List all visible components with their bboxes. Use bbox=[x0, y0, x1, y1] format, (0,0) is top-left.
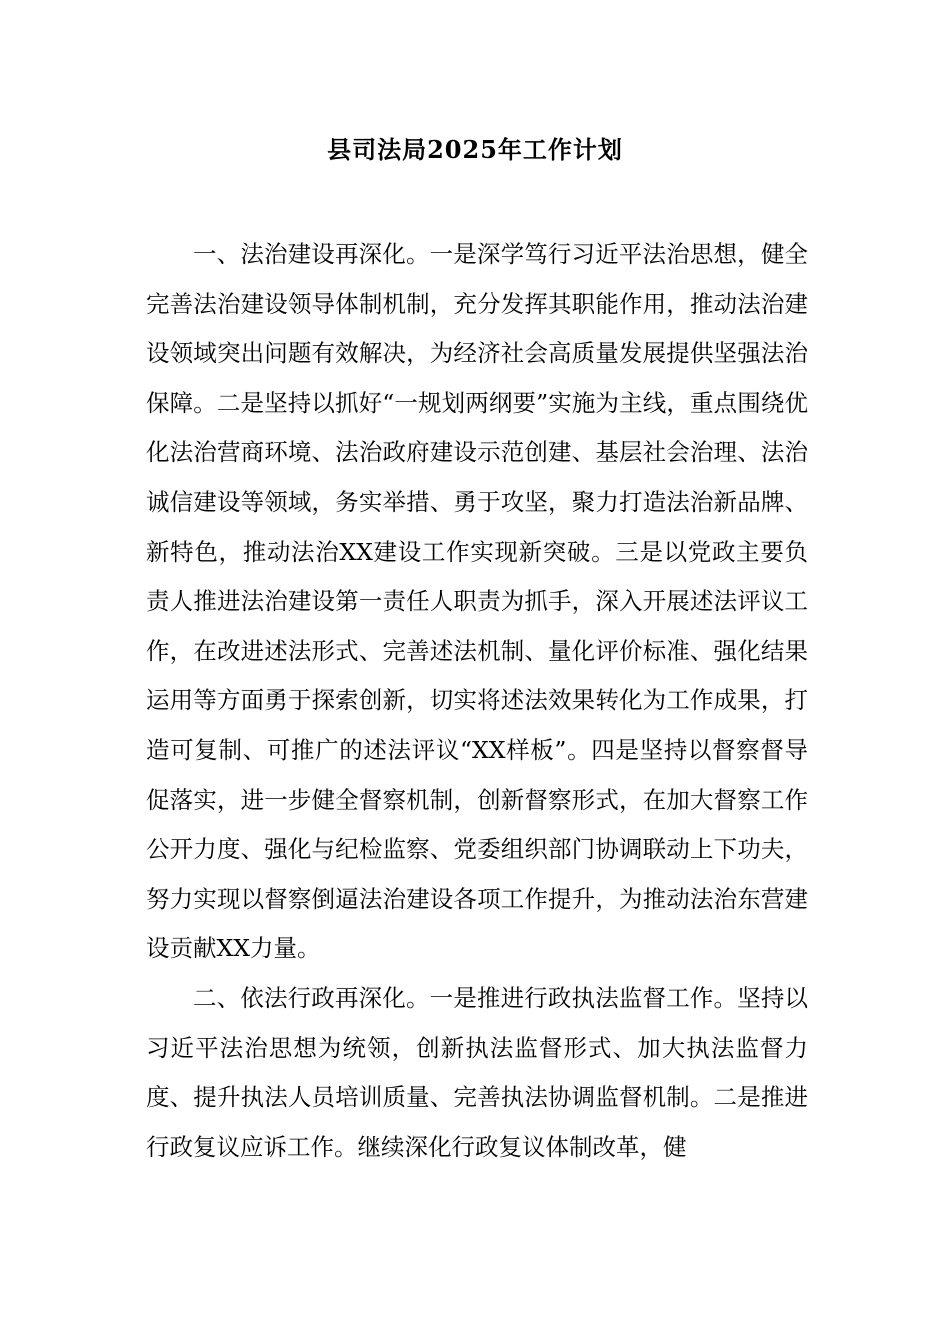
document-body bbox=[146, 230, 808, 1172]
document-title: 县司法局2025年工作计划 bbox=[327, 135, 623, 164]
paragraph-law-based-administration: 二、依法行政再深化。一是推进行政执法监督工作。坚持以习近平法治思想为统领，创新执法监督形式、加大执法监督力度、提升执法人员培训质量、完善执法协调监督机制。二是推进行政复议应诉工作。继续深化行政复议体制改革，健 bbox=[146, 983, 808, 1161]
paragraph-rule-of-law-construction: 一、法治建设再深化。一是深学笃行习近平法治思想，健全完善法治建设领导体制机制，充分发挥其职能作用，推动法治建设领域突出问题有效解决，为经济社会高质量发展提供坚强法治保障。二是坚持以抓好“一规划两纲要”实施为主线，重点围绕优化法治营商环境、法治政府建设示范创建、基层社会治理、法治诚信建设等领域，务实举措、勇于攻坚，聚力打造法治新品牌、新特色，推动法治XX建设工作实现新突破。三是以党政主要负责人推进法治建设第一责任人职责为抓手，深入开展述法评议工作，在改进述法形式、完善述法机制、量化评价标准、强化结果运用等方面勇于探索创新，切实将述法效果转化为工作成果，打造可复制、可推广的述法评议“XX样板”。四是坚持以督察督导促落实，进一步健全督察机制，创新督察形式，在加大督察工作公开力度、强化与纪检监察、党委组织部门协调联动上下功夫，努力实现以督察倒逼法治建设各项工作提升，为推动法治东营建设贡献XX力量。 bbox=[146, 240, 808, 963]
